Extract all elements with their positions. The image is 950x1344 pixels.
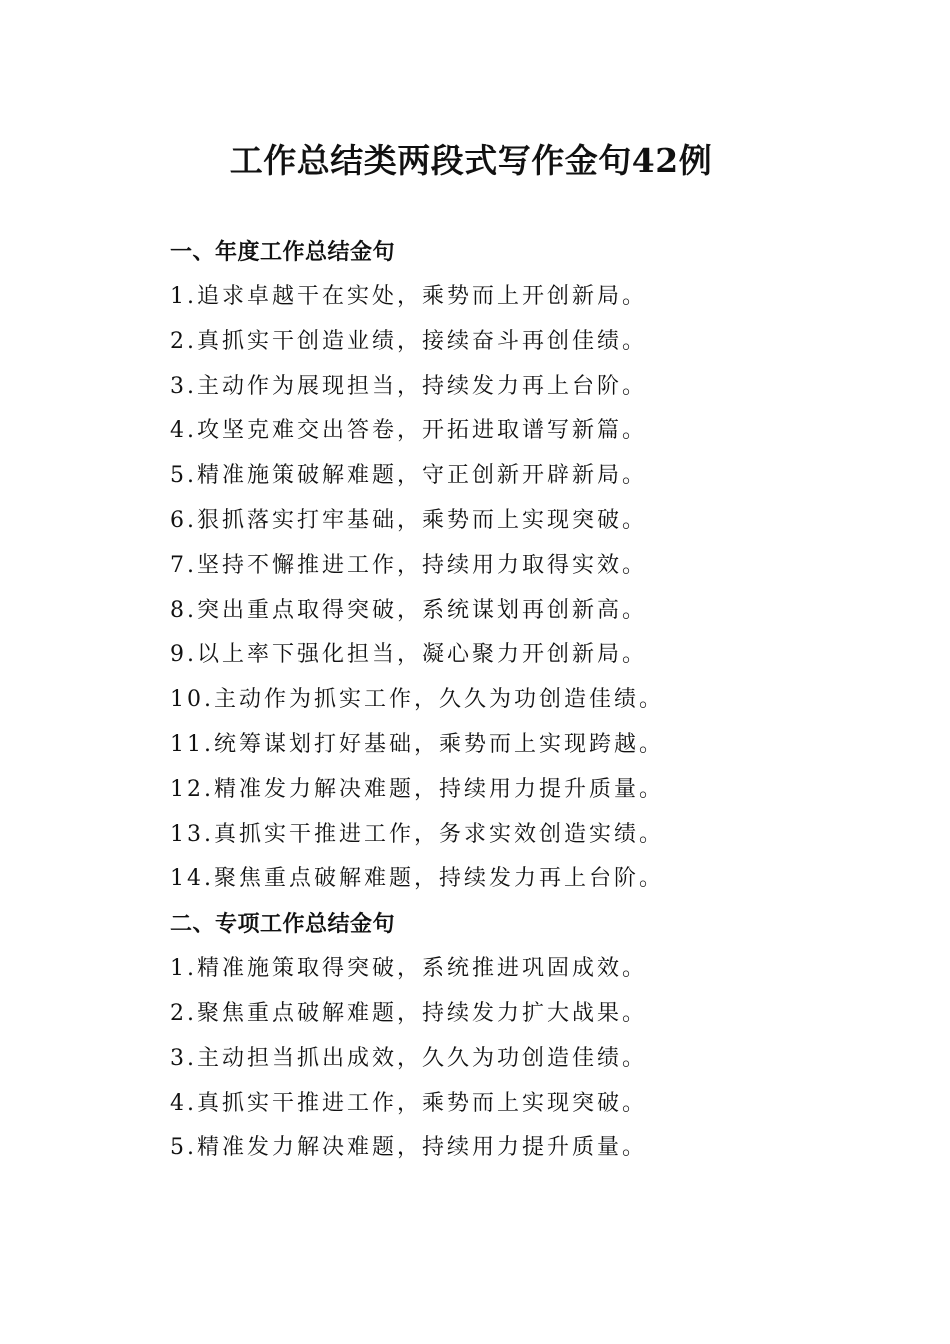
section-heading: 一、年度工作总结金句	[170, 240, 396, 265]
list-item: 10.主动作为抓实工作，久久为功创造佳绩。	[170, 687, 664, 713]
list-item: 4.真抓实干推进工作，乘势而上实现突破。	[170, 1090, 647, 1116]
list-item: 5.精准发力解决难题，持续用力提升质量。	[170, 1135, 647, 1161]
list-item: 1.精准施策取得突破，系统推进巩固成效。	[170, 956, 647, 982]
section-annual-summary	[170, 230, 890, 902]
list-item: 8.突出重点取得突破，系统谋划再创新高。	[170, 597, 647, 623]
list-item: 3.主动担当抓出成效，久久为功创造佳绩。	[170, 1045, 647, 1071]
list-item: 2.真抓实干创造业绩，接续奋斗再创佳绩。	[170, 328, 647, 354]
list-item: 7.坚持不懈推进工作，持续用力取得实效。	[170, 552, 647, 578]
document-title: 工作总结类两段式写作金句42例	[229, 141, 713, 180]
list-item: 1.追求卓越干在实处，乘势而上开创新局。	[170, 284, 647, 309]
document-body	[170, 230, 890, 1171]
list-item: 12.精准发力解决难题，持续用力提升质量。	[170, 776, 664, 802]
list-item: 3.主动作为展现担当，持续发力再上台阶。	[170, 373, 647, 399]
list-item: 2.聚焦重点破解难题，持续发力扩大战果。	[170, 1000, 647, 1026]
list-item: 14.聚焦重点破解难题，持续发力再上台阶。	[170, 866, 664, 892]
list-item: 11.统筹谋划打好基础，乘势而上实现跨越。	[170, 731, 664, 757]
list-item: 13.真抓实干推进工作，务求实效创造实绩。	[170, 821, 664, 847]
section-heading: 二、专项工作总结金句	[170, 912, 396, 938]
list-item: 5.精准施策破解难题，守正创新开辟新局。	[170, 463, 647, 489]
list-item: 9.以上率下强化担当，凝心聚力开创新局。	[170, 642, 647, 668]
section-special-summary	[170, 902, 890, 1171]
list-item: 6.狠抓落实打牢基础，乘势而上实现突破。	[170, 507, 647, 533]
list-item: 4.攻坚克难交出答卷，开拓进取谱写新篇。	[170, 418, 647, 444]
